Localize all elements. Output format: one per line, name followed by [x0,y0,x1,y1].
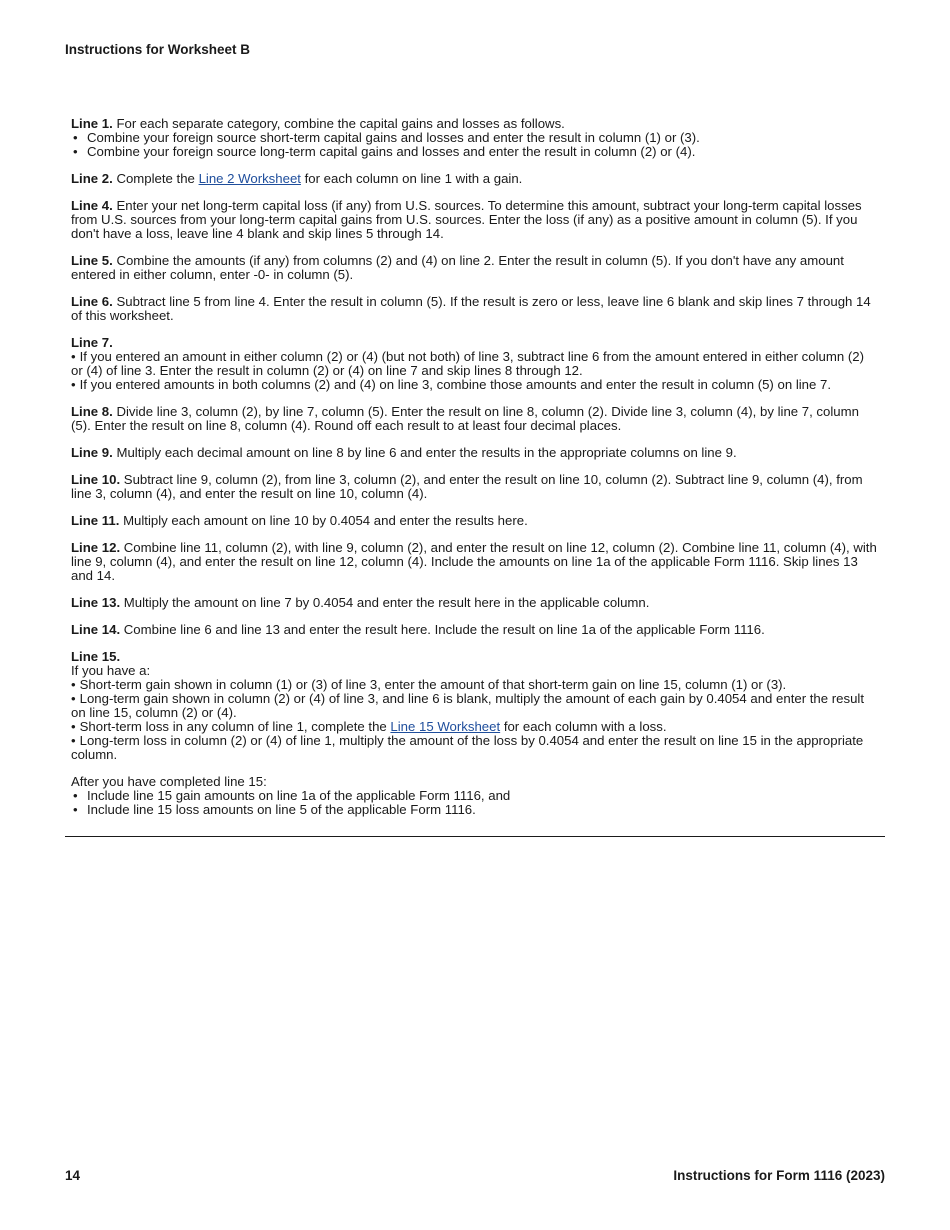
bullet-icon: • [73,788,78,803]
line-1-instructions [71,117,879,159]
line-6-instructions: Line 6. Subtract line 5 from line 4. Enter the result in column (5). If the result is zero or less, leave line 6 blank and skip lines 7 through 14 of this worksheet. [71,294,871,323]
line-11-instructions: Line 11. Multiply each amount on line 10 by 0.4054 and enter the results here. [71,513,528,528]
page-header-title: Instructions for Worksheet B [65,42,251,57]
line-7-instructions [71,336,879,392]
line-12-label: Line 12. [71,540,121,555]
bullet-icon: • [71,349,76,364]
line-13-label: Line 13. [71,595,121,610]
after-line-15-bullet-2: • Include line 15 loss amounts on line 5 of the applicable Form 1116. [73,802,476,817]
line-15-label: Line 15. [71,649,121,664]
line-14-label: Line 14. [71,622,121,637]
bullet-icon: • [71,733,76,748]
bullet-icon: • [71,377,76,392]
bullet-icon: • [71,691,76,706]
line-5-label: Line 5. [71,253,113,268]
line-2-worksheet-link[interactable]: Line 2 Worksheet [198,171,301,186]
line-15-bullet-4: • Long-term loss in column (2) or (4) of line 1, multiply the amount of the loss by 0.4054 and enter the result on line 15 in the appropriate column. [71,733,864,762]
line-4-label: Line 4. [71,198,113,213]
worksheet-instructions [71,117,879,830]
line-8-label: Line 8. [71,404,113,419]
line-7-bullet-2: • If you entered amounts in both columns (2) and (4) on line 3, combine those amounts and enter the result in column (5) on line 7. [71,377,832,392]
line-5-instructions: Line 5. Combine the amounts (if any) from columns (2) and (4) on line 2. Enter the result in column (5). If you don't have any amount entered in either column, enter -0- in column (5). [71,253,844,282]
line-1-bullet-1: • Combine your foreign source short-term capital gains and losses and enter the result in column (1) or (3). [73,130,700,145]
bullet-icon: • [71,719,76,734]
line-9-label: Line 9. [71,445,113,460]
line-1-text: For each separate category, combine the capital gains and losses as follows. [116,116,565,131]
after-line-15-instructions [71,775,879,817]
after-line-15-bullet-1: • Include line 15 gain amounts on line 1a of the applicable Form 1116, and [73,788,511,803]
line-4-instructions: Line 4. Enter your net long-term capital loss (if any) from U.S. sources. To determine this amount, subtract your long-term capital losses from U.S. sources from your long-term capital gains from U.S. sources. Enter the loss (if any) as a positive amount in column (5). If you don't have a loss, leave line 4 blank and skip lines 5 through 14. [71,198,862,241]
after-line-15-intro: After you have completed line 15: [71,774,267,789]
footer-form-title: Instructions for Form 1116 (2023) [673,1168,885,1183]
bullet-icon: • [73,144,78,159]
line-7-label: Line 7. [71,335,113,350]
line-7-bullet-1: • If you entered an amount in either column (2) or (4) (but not both) of line 3, subtract line 6 from the amount entered in either column (2) or (4) of line 3. Enter the result in column (2) or (4) on line 7 and skip lines 8 through 12. [71,349,864,378]
line-8-instructions: Line 8. Divide line 3, column (2), by line 7, column (5). Enter the result on line 8, column (2). Divide line 3, column (4), by line 7, column (5). Enter the result on line 8, column (4). Round off each result to at least four decimal places. [71,404,859,433]
line-2-label: Line 2. [71,171,113,186]
bullet-icon: • [71,677,76,692]
line-15-intro: If you have a: [71,663,151,678]
line-2-instructions: Line 2. Complete the Line 2 Worksheet for each column on line 1 with a gain. [71,171,523,186]
line-11-label: Line 11. [71,513,120,528]
line-15-bullet-1: • Short-term gain shown in column (1) or (3) of line 3, enter the amount of that short-term gain on line 15, column (1) or (3). [71,677,787,692]
section-divider [65,836,885,837]
line-15-worksheet-link[interactable]: Line 15 Worksheet [390,719,501,734]
line-1-label: Line 1. [71,116,113,131]
line-1-bullet-2: • Combine your foreign source long-term capital gains and losses and enter the result in column (2) or (4). [73,144,696,159]
line-15-instructions [71,650,879,762]
line-6-label: Line 6. [71,294,113,309]
line-13-instructions: Line 13. Multiply the amount on line 7 by 0.4054 and enter the result here in the applicable column. [71,595,650,610]
bullet-icon: • [73,130,78,145]
page-number: 14 [65,1168,81,1183]
line-15-bullet-3: • Short-term loss in any column of line 1, complete the Line 15 Worksheet for each column with a loss. [71,719,667,734]
line-12-instructions: Line 12. Combine line 11, column (2), with line 9, column (2), and enter the result on line 12, column (2). Combine line 11, column (4), with line 9, column (4), and enter the result on line 12, column (4). Include the amounts on line 1a of the applicable Form 1116. Skip lines 13 and 14. [71,540,877,583]
line-10-instructions: Line 10. Subtract line 9, column (2), from line 3, column (2), and enter the result on line 10, column (2). Subtract line 9, column (4), from line 3, column (4), and enter the result on line 10, column (4). [71,472,863,501]
bullet-icon: • [73,802,78,817]
line-9-instructions: Line 9. Multiply each decimal amount on line 8 by line 6 and enter the results in the appropriate columns on line 9. [71,445,737,460]
line-15-bullet-2: • Long-term gain shown in column (2) or (4) of line 3, and line 6 is blank, multiply the amount of each gain by 0.4054 and enter the result on line 15, column (2) or (4). [71,691,864,720]
line-14-instructions: Line 14. Combine line 6 and line 13 and enter the result here. Include the result on line 1a of the applicable Form 1116. [71,622,765,637]
line-10-label: Line 10. [71,472,121,487]
